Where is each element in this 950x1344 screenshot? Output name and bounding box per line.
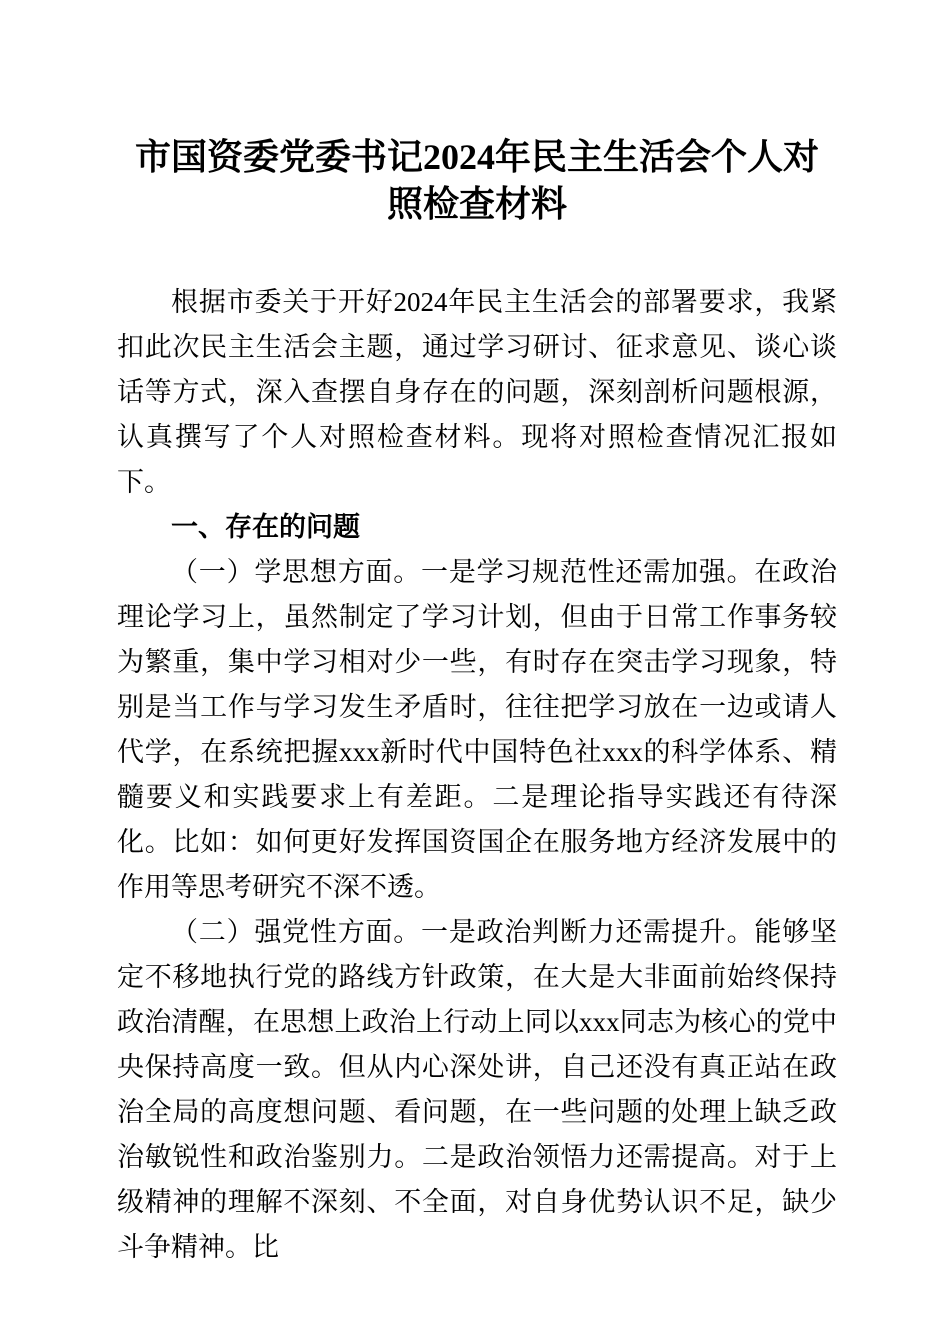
document-title (117, 134, 837, 228)
document-body (117, 280, 837, 1270)
paragraph-study-thought-aspect: （一）学思想方面。一是学习规范性还需加强。在政治理论学习上，虽然制定了学习计划，但由于日常工作事务较为繁重，集中学习相对少一些，有时存在突击学习现象，特别是当工作与学习发生矛盾时，往往把学习放在一边或请人代学，在系统把握xxx新时代中国特色社xxx的科学体系、精髓要义和实践要求上有差距。二是理论指导实践还有待深化。比如：如何更好发挥国资国企在服务地方经济发展中的作用等思考研究不深不透。 (117, 557, 837, 902)
document-title-line-2: 照检查材料 (386, 184, 567, 224)
section-heading-problems: 一、存在的问题 (171, 512, 360, 542)
intro-paragraph: 根据市委关于开好2024年民主生活会的部署要求，我紧扣此次民主生活会主题，通过学习研讨、征求意见、谈心谈话等方式，深入查摆自身存在的问题，深刻剖析问题根源，认真撰写了个人对照检查材料。现将对照检查情况汇报如下。 (117, 287, 837, 497)
paragraph-strengthen-party-spirit-aspect: （二）强党性方面。一是政治判断力还需提升。能够坚定不移地执行党的路线方针政策，在大是大非面前始终保持政治清醒，在思想上政治上行动上同以xxx同志为核心的党中央保持高度一致。但从内心深处讲，自己还没有真正站在政治全局的高度想问题、看问题，在一些问题的处理上缺乏政治敏锐性和政治鉴别力。二是政治领悟力还需提高。对于上级精神的理解不深刻、不全面，对自身优势认识不足，缺少斗争精神。比 (117, 917, 837, 1262)
document-title-line-1: 市国资委党委书记2024年民主生活会个人对 (134, 137, 819, 177)
